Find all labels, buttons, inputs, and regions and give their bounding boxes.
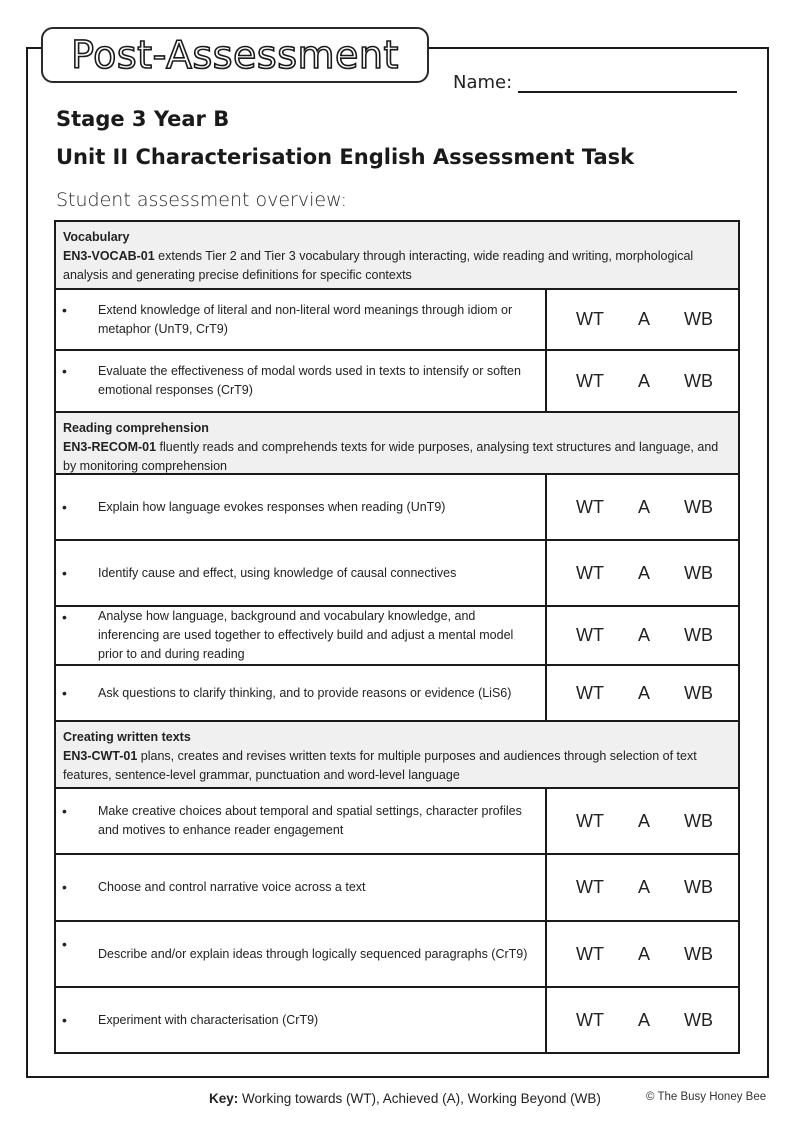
table-row: [56, 290, 738, 351]
mark-wt[interactable]: WT: [576, 625, 604, 645]
bullet-icon: •: [62, 684, 67, 701]
name-label: Name:: [453, 72, 513, 93]
mark-wt[interactable]: WT: [576, 309, 604, 329]
bullet-icon: •: [62, 564, 67, 581]
page-title: Post-Assessment: [71, 33, 399, 77]
mark-a[interactable]: A: [637, 1009, 650, 1030]
mark-wt[interactable]: WT: [576, 877, 604, 897]
mark-a[interactable]: A: [637, 682, 650, 703]
criterion-text: Make creative choices about temporal and spatial settings, character profiles and motives to enhance reader engagement: [98, 804, 522, 837]
section-header-creating-written-texts: [56, 722, 738, 789]
bullet-icon: •: [62, 803, 67, 819]
mark-wb[interactable]: WB: [684, 562, 713, 583]
section-header-vocabulary: [56, 222, 738, 290]
outcome-text: fluently reads and comprehends texts for wide purposes, analysing text structures and language, and by monitoring comprehension: [63, 440, 719, 473]
mark-wt[interactable]: WT: [576, 810, 604, 831]
key-label: Key:: [209, 1091, 239, 1106]
overview-label: Student assessment overview:: [56, 189, 347, 211]
criterion-text: Explain how language evokes responses when reading (UnT9): [98, 499, 446, 514]
section-heading: Creating written texts: [63, 730, 191, 744]
mark-wt[interactable]: WT: [576, 562, 604, 583]
mark-wt[interactable]: WT: [576, 943, 604, 964]
outcome-code: EN3-CWT-01: [63, 749, 138, 763]
mark-wb[interactable]: WB: [684, 309, 713, 329]
outcome-code: EN3-RECOM-01: [63, 440, 157, 454]
table-row: [56, 988, 738, 1052]
mark-wt[interactable]: WT: [576, 370, 604, 391]
table-row: [56, 351, 738, 413]
bullet-icon: •: [62, 1011, 67, 1028]
mark-a[interactable]: A: [637, 309, 650, 329]
table-row: [56, 475, 738, 541]
section-heading: Reading comprehension: [63, 421, 209, 435]
section-heading: Vocabulary: [63, 230, 130, 244]
criterion-text: Choose and control narrative voice across a text: [98, 880, 366, 894]
mark-a[interactable]: A: [637, 562, 650, 583]
bullet-icon: •: [62, 879, 67, 895]
mark-a[interactable]: A: [637, 943, 650, 964]
mark-wb[interactable]: WB: [684, 370, 713, 391]
mark-wb[interactable]: WB: [684, 1009, 713, 1030]
table-row: [56, 922, 738, 988]
mark-wb[interactable]: WB: [684, 496, 713, 517]
bullet-icon: •: [62, 363, 67, 379]
table-row: [56, 666, 738, 722]
mark-wt[interactable]: WT: [576, 1009, 604, 1030]
criterion-text: Evaluate the effectiveness of modal words used in texts to intensify or soften emotional responses (CrT9): [98, 364, 521, 397]
title-badge: [41, 27, 429, 83]
key-legend: [209, 1091, 601, 1106]
mark-a[interactable]: A: [637, 625, 650, 645]
mark-a[interactable]: A: [637, 496, 650, 517]
unit-heading: Unit II Characterisation English Assessment Task: [56, 145, 635, 169]
mark-wb[interactable]: WB: [684, 682, 713, 703]
name-field[interactable]: [518, 91, 737, 93]
bullet-icon: •: [62, 609, 67, 625]
mark-wt[interactable]: WT: [576, 682, 604, 703]
criterion-text: Extend knowledge of literal and non-literal word meanings through idiom or metaphor (UnT9, CrT9): [98, 302, 513, 336]
outcome-text: plans, creates and revises written texts for multiple purposes and audiences through selection of text features, sentence-level grammar, punctuation and word-level language: [63, 749, 697, 782]
table-row: [56, 541, 738, 607]
bullet-icon: •: [62, 498, 67, 515]
bullet-icon: •: [62, 936, 67, 952]
copyright: © The Busy Honey Bee: [646, 1091, 767, 1103]
key-text: Working towards (WT), Achieved (A), Working Beyond (WB): [238, 1091, 601, 1106]
criterion-text: Ask questions to clarify thinking, and to provide reasons or evidence (LiS6): [98, 685, 512, 700]
criterion-text: Identify cause and effect, using knowledge of causal connectives: [98, 565, 457, 580]
mark-wb[interactable]: WB: [684, 943, 713, 964]
mark-a[interactable]: A: [637, 877, 650, 897]
stage-heading: Stage 3 Year B: [56, 107, 230, 131]
assessment-table: [54, 220, 740, 1054]
criterion-text: Analyse how language, background and vocabulary knowledge, and inferencing are used together to effectively build and adjust a mental model prior to and during reading: [98, 609, 514, 661]
mark-wb[interactable]: WB: [684, 877, 713, 897]
table-row: [56, 855, 738, 922]
section-header-reading-comprehension: [56, 413, 738, 475]
bullet-icon: •: [62, 302, 67, 318]
mark-a[interactable]: A: [637, 370, 650, 391]
mark-wb[interactable]: WB: [684, 810, 713, 831]
mark-wt[interactable]: WT: [576, 496, 604, 517]
mark-a[interactable]: A: [637, 810, 650, 831]
outcome-code: EN3-VOCAB-01: [63, 249, 155, 263]
outcome-text: extends Tier 2 and Tier 3 vocabulary through interacting, wide reading and writing, morphological analysis and generating precise definitions for specific contexts: [63, 249, 694, 282]
table-row: [56, 607, 738, 666]
criterion-text: Experiment with characterisation (CrT9): [98, 1012, 319, 1027]
table-row: [56, 789, 738, 855]
mark-wb[interactable]: WB: [684, 625, 713, 645]
criterion-text: Describe and/or explain ideas through logically sequenced paragraphs (CrT9): [98, 946, 528, 961]
